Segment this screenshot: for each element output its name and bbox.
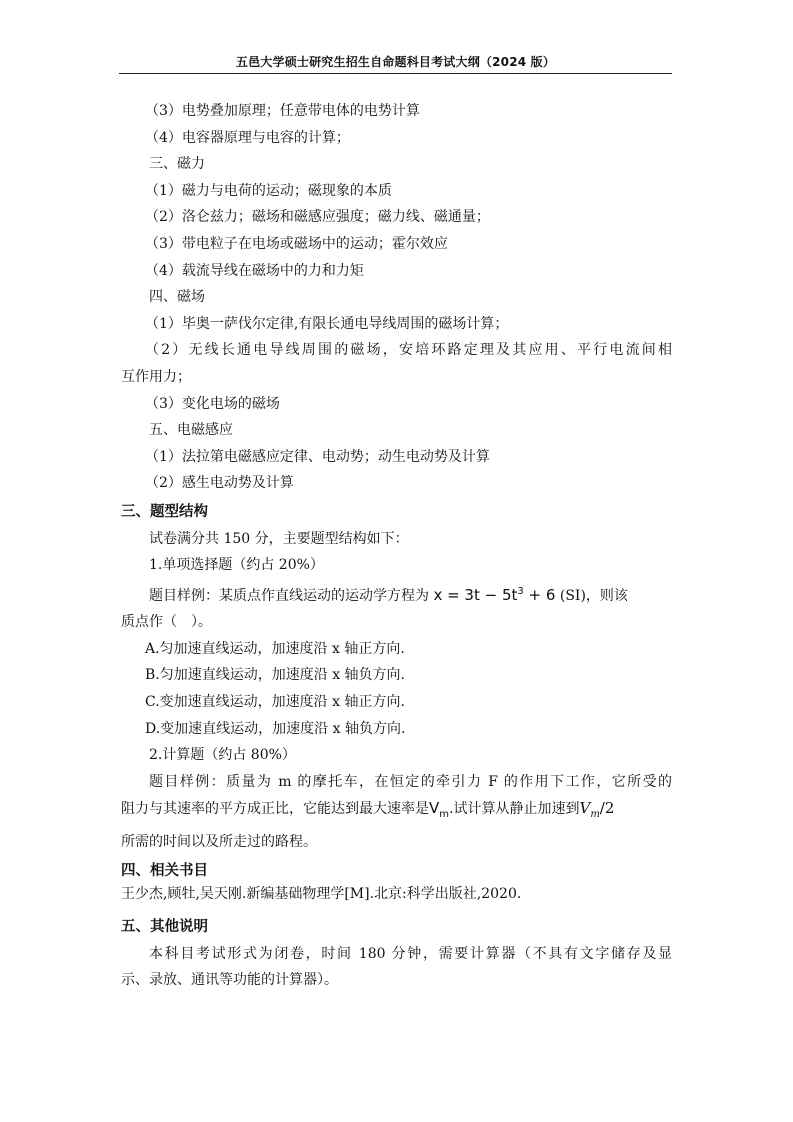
sample-question-text: (SI)，则该 [555,587,628,604]
outline-item: （2）洛仑兹力；磁场和磁感应强度；磁力线、磁通量； [145,209,490,226]
option-a: A.匀加速直线运动，加速度沿 x 轴正方向. [145,640,405,657]
outline-item: （3）电势叠加原理；任意带电体的电势计算 [145,103,420,119]
section-title: 五、其他说明 [121,919,208,936]
outline-heading: 四、磁场 [149,289,205,306]
symbol-vm: $V_m$ [429,799,450,821]
option-c: C.变加速直线运动，加速度沿 x 轴正方向. [145,694,405,711]
outline-item: （1）磁力与电荷的运动；磁现象的本质 [145,182,392,199]
option-d: D.变加速直线运动，加速度沿 x 轴负方向. [145,720,406,737]
sample-question-text: 题目样例：某质点作直线运动的运动学方程为 [149,587,434,604]
header-rule [119,73,672,74]
outline-item-continued: 互作用力； [121,368,191,385]
outline-heading: 三、磁力 [149,156,205,173]
outline-item: （2）无线长通电导线周围的磁场，安培环路定理及其应用、平行电流间相 [145,342,672,359]
sample-question-continued: 质点作（ ）。 [121,614,212,631]
reference-entry: 王少杰,顾牡,吴天刚.新编基础物理学[M].北京:科学出版社,2020. [121,886,522,903]
equation: $x = 3t - 5t^3 + 6$ [433,585,556,604]
option-b: B.匀加速直线运动，加速度沿 x 轴负方向. [145,667,405,684]
outline-heading: 五、电磁感应 [149,422,233,439]
outline-item: （4）载流导线在磁场中的力和力矩 [145,262,364,279]
page-header: 五邑大学硕士研究生招生自命题科目考试大纲（2024 版） [235,55,556,69]
outline-item: （3）带电粒子在电场或磁场中的运动；霍尔效应 [145,235,448,252]
outline-item: （1）毕奥一萨伐尔定律,有限长通电导线周围的磁场计算； [145,315,509,332]
outline-item: （2）感生电动势及计算 [145,475,294,492]
question-type: 2.计算题（约占 80%） [149,747,296,764]
outline-item: （4）电容器原理与电容的计算； [145,129,350,146]
section-title: 三、题型结构 [121,503,208,520]
sample-question-continued: 阻力与其速率的平方成正比，它能达到最大速率是$V_m$.试计算从静止加速到$V_m/2$ [121,799,615,821]
question-type: 1.单项选择题（约占 20%） [149,557,324,574]
paragraph: 本科目考试形式为闭卷，时间 180 分钟，需要计算器（不具有文字储存及显 [149,945,672,962]
paragraph: 试卷满分共 150 分，主要题型结构如下： [149,530,409,547]
outline-item: （1）法拉第电磁感应定律、电动势；动生电动势及计算 [145,448,490,465]
symbol-vm-half: $V_m/2$ [579,799,615,821]
section-title: 四、相关书目 [121,862,208,879]
sample-question [121,579,672,610]
sample-question: 题目样例：质量为 m 的摩托车，在恒定的牵引力 F 的作用下工作，它所受的 [149,773,672,790]
sample-question-continued: 所需的时间以及所走过的路程。 [121,834,317,851]
document-body [121,98,672,994]
outline-item: （3）变化电场的磁场 [145,395,280,412]
paragraph-continued: 示、录放、通讯等功能的计算器）。 [121,972,338,989]
